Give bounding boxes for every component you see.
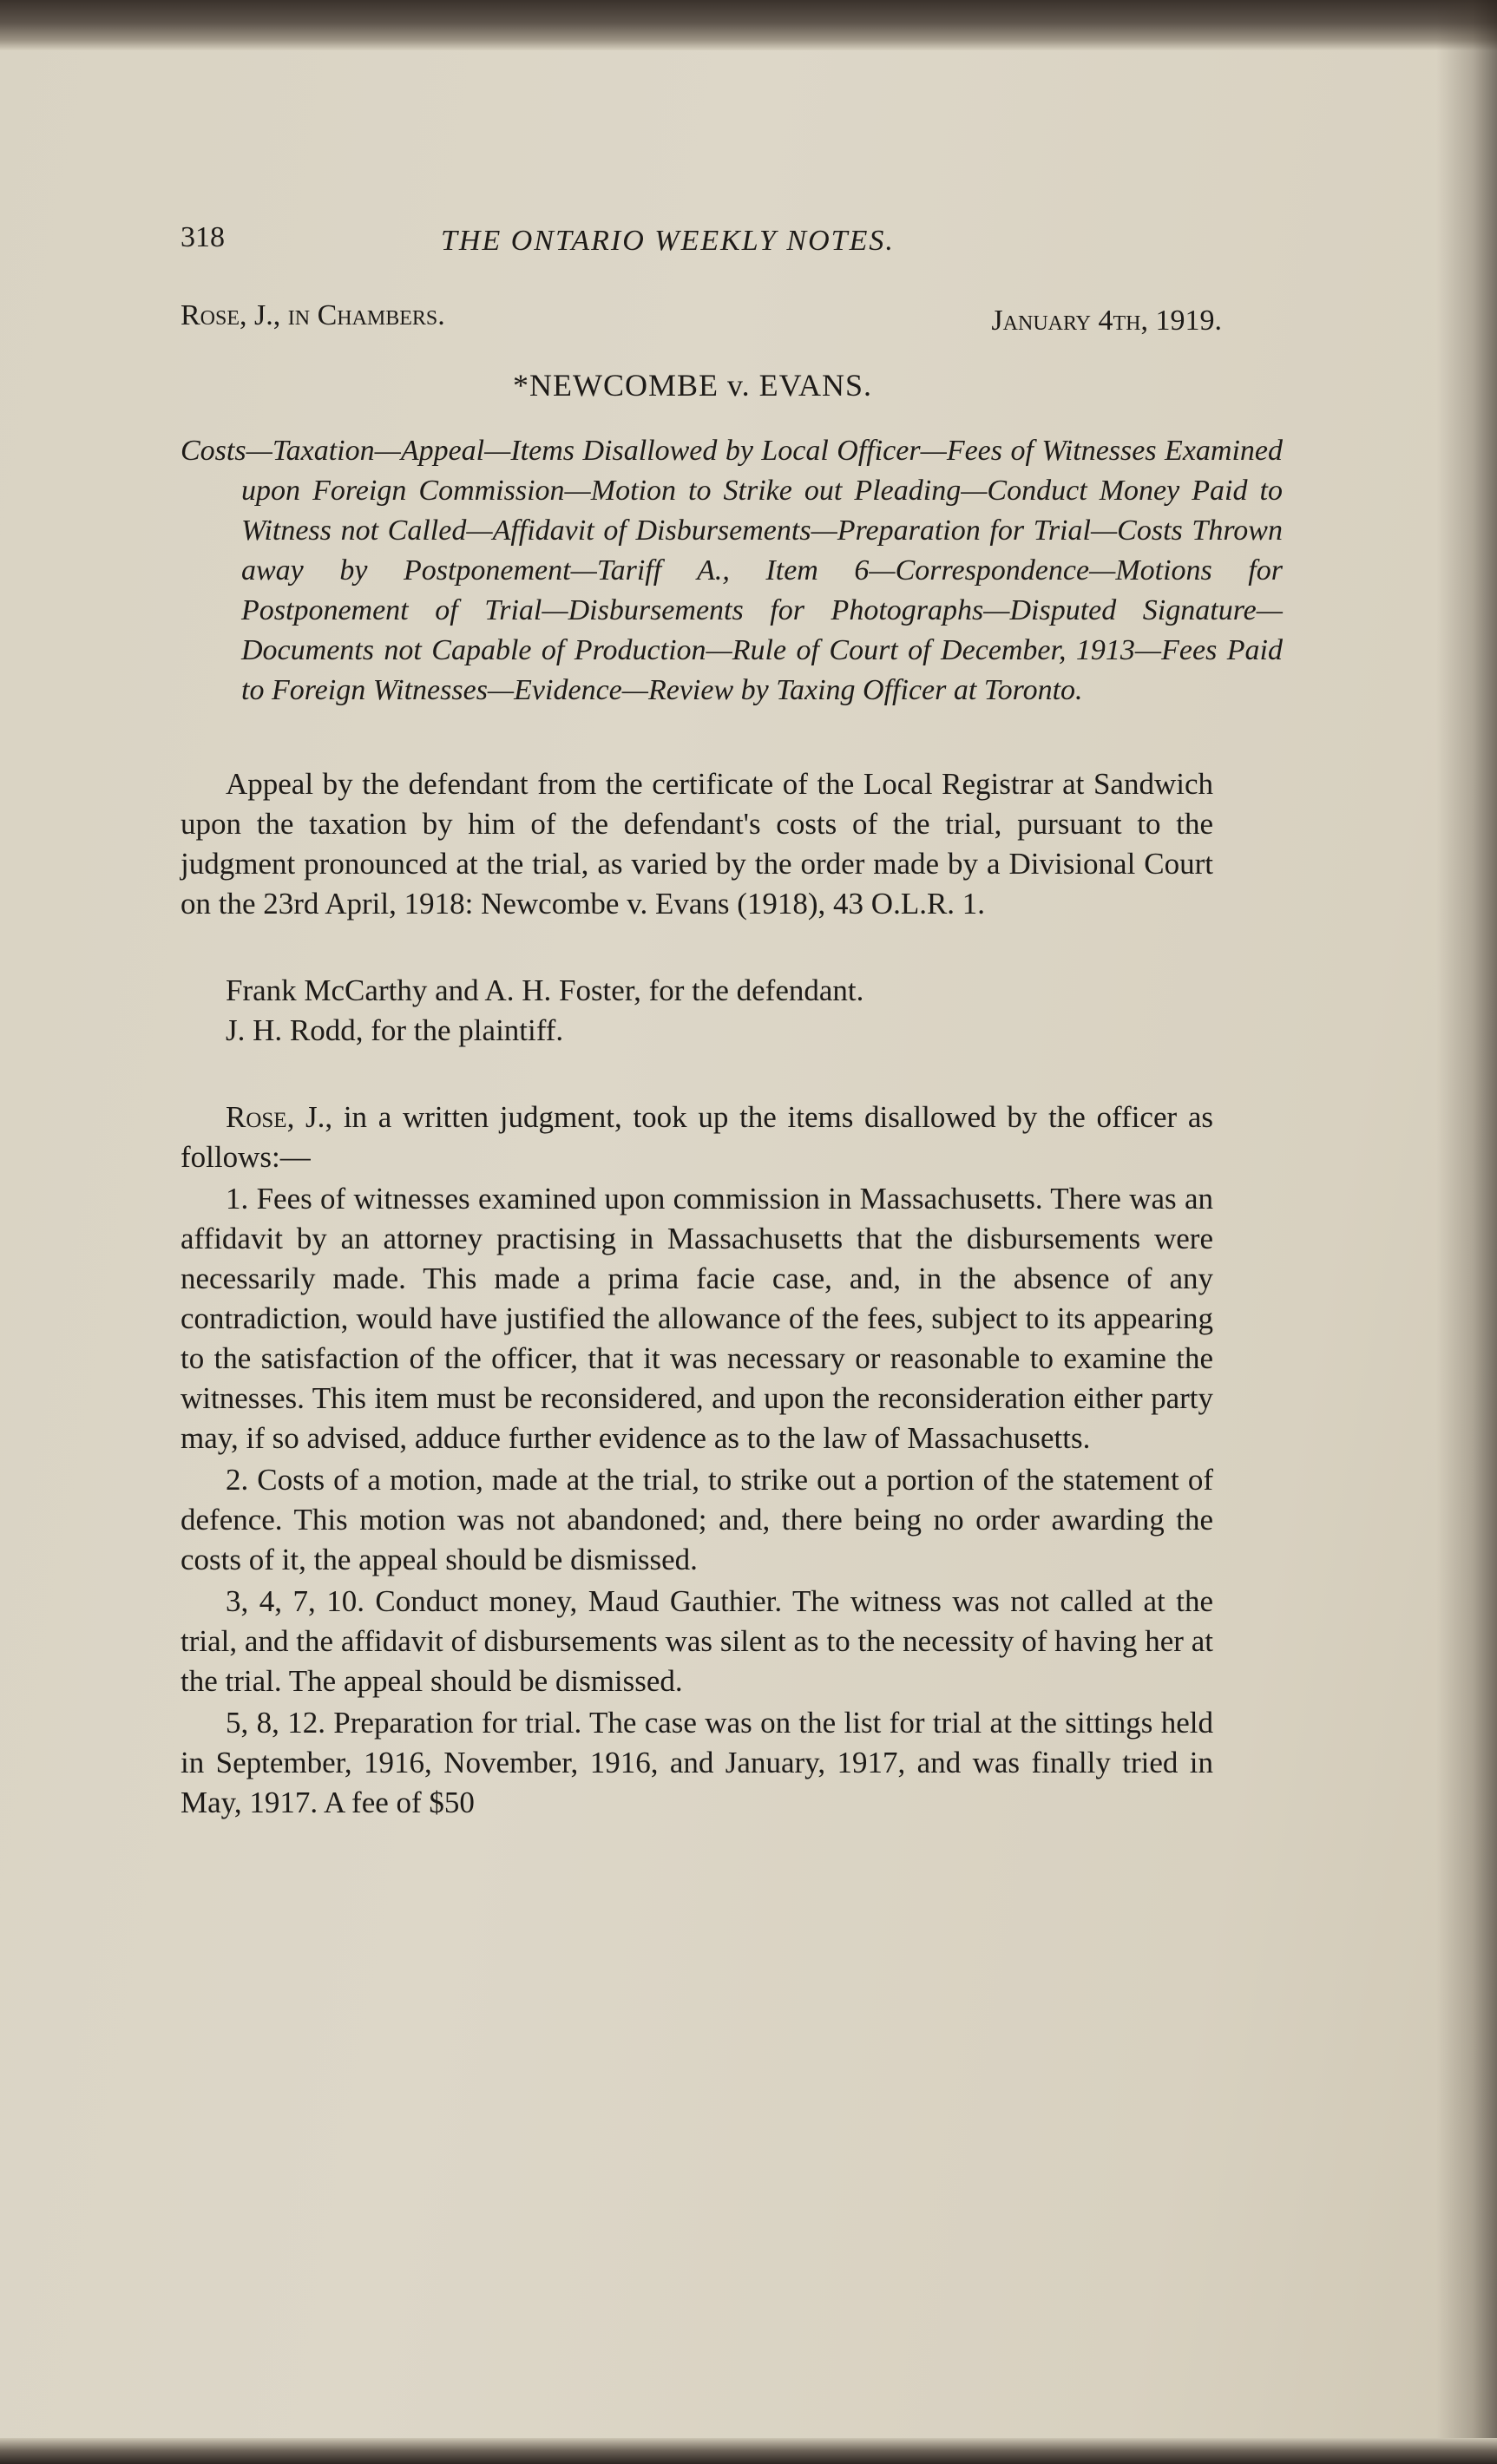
appeal-paragraph: Appeal by the defendant from the certificate of the Local Registrar at Sandwich upon the taxation by him of the defendant's costs of the trial, pursuant to the judgment pronounced at the trial, as varied by the order made by a Divisional Court on the 23rd April, 1918: Newcombe v. Evans (1918), 43 O.L.R. 1. — [181, 767, 1213, 921]
page-gutter-shadow — [1436, 0, 1497, 2464]
headnote: Costs—Taxation—Appeal—Items Disallowed by Local Officer—Fees of Witnesses Examined upon Foreign Commission—Motion to Strike out Pleading—Conduct Money Paid to Witness not Called—Affidavit of Disbursements—Preparation for Trial—Costs Thrown away by Postponement—Tariff A., Item 6—Correspondence—Motions for Postponement of Trial—Disbursements for Photographs—Disputed Signature—Documents not Capable of Production—Rule of Court of December, 1913—Fees Paid to Foreign Witnesses—Evidence—Review by Taxing Officer at Toronto. — [181, 435, 1283, 706]
judge-name: Rose, J. — [226, 1100, 325, 1134]
page-bottom-shadow — [0, 2438, 1497, 2464]
judgment-intro — [181, 1098, 1213, 1177]
counsel-defendant: Frank McCarthy and A. H. Foster, for the defendant. — [226, 973, 864, 1007]
judgment-item-1: 1. Fees of witnesses examined upon commission in Massachusetts. There was an affidavit by an attorney practising in Massachusetts that the disbursements were necessarily made. This made a prima facie case, and, in the absence of any contradiction, would have justified the allowance of the fees, subject to its appearing to the satisfaction of the officer, that it was necessary or reasonable to examine the witnesses. This item must be reconsidered, and upon the reconsideration either party may, if so advised, adduce further evidence as to the law of Massachusetts. — [181, 1182, 1213, 1455]
counsel-block — [181, 971, 1205, 1051]
page-content — [181, 221, 1283, 1823]
case-title: *NEWCOMBE v. EVANS. — [512, 368, 872, 403]
judgment-item-3: 3, 4, 7, 10. Conduct money, Maud Gauthier. The witness was not called at the trial, and the affidavit of disbursements was silent as to the necessity of having her at the trial. The appeal should be dismissed. — [181, 1584, 1213, 1698]
journal-title: THE ONTARIO WEEKLY NOTES. — [441, 225, 895, 257]
page-top-shadow — [0, 0, 1497, 50]
judge-chambers: Rose, J., in Chambers. — [181, 299, 445, 331]
running-head — [181, 221, 1205, 273]
court-line — [181, 299, 1222, 360]
page-number: 318 — [181, 221, 225, 253]
judgment-date: January 4th, 1919. — [991, 305, 1222, 337]
judgment-item-2: 2. Costs of a motion, made at the trial, to strike out a portion of the statement of defence. This motion was not abandoned; and, there being no order awarding the costs of it, the appeal should be dismissed. — [181, 1463, 1213, 1576]
judgment-item-4: 5, 8, 12. Preparation for trial. The case was on the list for trial at the sittings held in September, 1916, November, 1916, and January, 1917, and was finally tried in May, 1917. A fee of $50 — [181, 1706, 1213, 1819]
counsel-plaintiff: J. H. Rodd, for the plaintiff. — [226, 1013, 564, 1047]
judgment-intro-text: , in a written judgment, took up the items disallowed by the officer as follows:— — [181, 1100, 1213, 1174]
